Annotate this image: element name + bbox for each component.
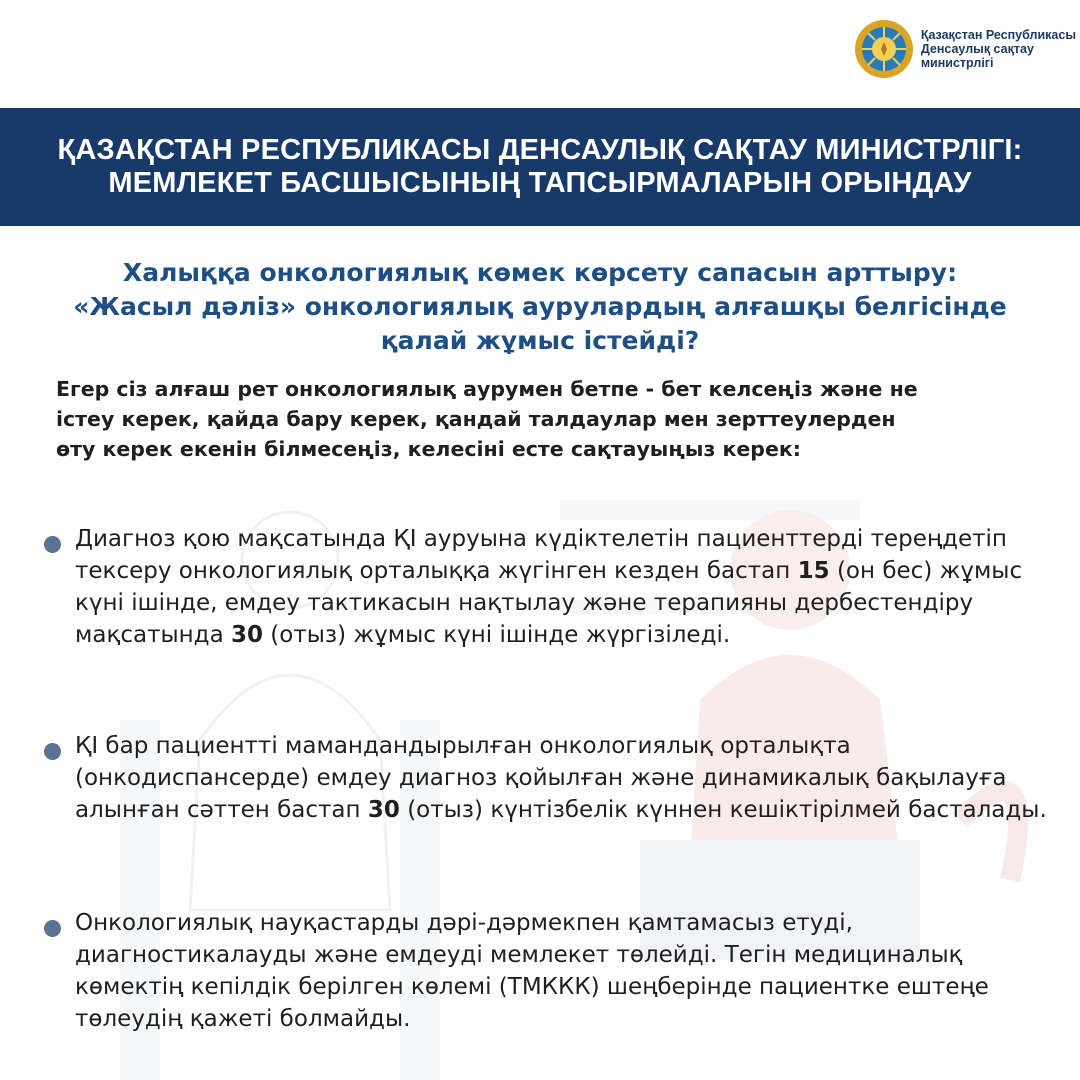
bullet-item-1 (44, 523, 1054, 651)
bullet-dot-icon (44, 743, 61, 760)
ministry-name-line2: Денсаулық сақтау (920, 42, 1034, 56)
ministry-logo (853, 18, 1076, 80)
kazakhstan-emblem-icon (853, 18, 915, 80)
bullet-item-3 (44, 907, 1054, 1035)
bullet-item-2 (44, 730, 1054, 826)
bullet-text-1 (75, 523, 1054, 651)
bullet-1-text-b: (он бес) жұмыс күні ішінде, емдеу тактикасын нақтылау және терапияны дербестендіру мақсатында (75, 558, 1023, 648)
bullet-1-text-a: Диагноз қою мақсатында ҚІ ауруына күдіктелетін пациенттерді тереңдетіп тексеру онкологиялық орталыққа жүгінген кезден бастап (75, 526, 1007, 584)
bullet-dot-icon (44, 920, 61, 937)
bullet-1-number-b: 30 (230, 622, 263, 648)
bullet-text-2 (75, 730, 1054, 826)
intro-paragraph: Егер сіз алғаш рет онкологиялық аурумен бетпе - бет келсеңіз және не істеу керек, қайда бару керек, қандай талдаулар мен зерттеулерден өту керек екенін білмесеңіз, келесіні есте сақтауыңыз керек: (56, 377, 918, 461)
bullet-1-number-a: 15 (797, 558, 830, 584)
ministry-name (921, 28, 1076, 70)
bullet-2-text-b: (отыз) күнтізбелік күннен кешіктірілмей басталады. (399, 797, 1047, 823)
ministry-name-line1: Қазақстан Республикасы (920, 28, 1076, 42)
bullet-2-text-a: ҚІ бар пациентті мамандандырылған онкологиялық орталықта (онкодиспансерде) емдеу диагноз қойылған және динамикалық бақылауға алынған сәттен бастап (75, 733, 1007, 823)
bullet-2-number-a: 30 (367, 797, 400, 823)
bullet-1-text-c: (отыз) жұмыс күні ішінде жүргізіледі. (263, 622, 731, 648)
subtitle-heading: Халыққа онкологиялық көмек көрсету сапасын арттыру: «Жасыл дәліз» онкологиялық аурулардың алғашқы белгісінде қалай жұмыс істейді? (73, 258, 1007, 355)
bullet-text-3: Онкологиялық науқастарды дәрі-дәрмекпен қамтамасыз етуді, диагностикалауды және емдеуді мемлекет төлейді. Тегін медициналық көмектің кепілдік берілген көлемі (ТМККК) шеңберінде пациентке ештеңе төлеудің қажеті болмайды. (75, 910, 989, 1032)
banner-title: ҚАЗАҚСТАН РЕСПУБЛИКАСЫ ДЕНСАУЛЫҚ САҚТАУ МИНИСТРЛІГІ: МЕМЛЕКЕТ БАСШЫСЫНЫҢ ТАПСЫРМАЛАРЫН ОРЫНДАУ (57, 134, 1023, 199)
ministry-name-line3: министрлігі (920, 56, 994, 70)
title-banner (0, 108, 1080, 226)
bullet-dot-icon (44, 536, 61, 553)
